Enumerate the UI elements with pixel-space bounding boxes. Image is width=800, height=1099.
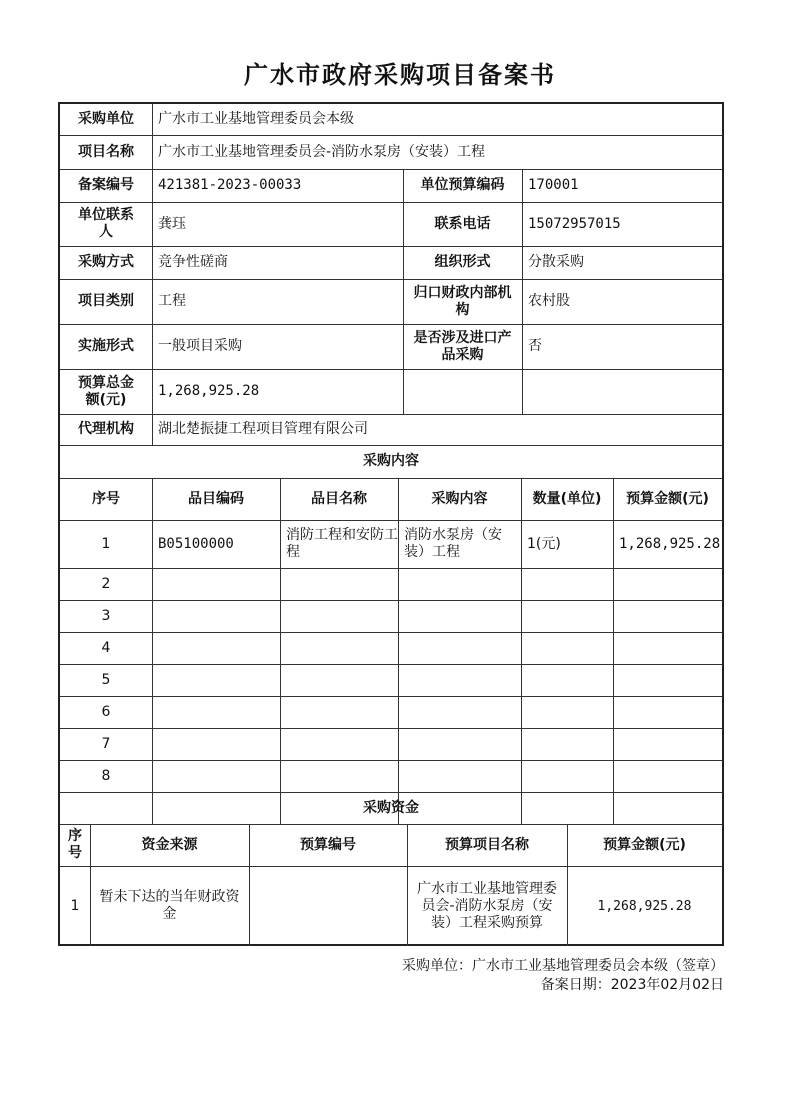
content-header-code: 品目编码: [188, 490, 244, 507]
content-row-3-seq: 3: [101, 607, 111, 624]
budget-total-label: 预算总金额(元): [78, 374, 134, 408]
content-row-1-code: B05100000: [158, 535, 234, 552]
impl-value: 一般项目采购: [158, 338, 242, 354]
content-header-budget: 预算金额(元): [626, 490, 709, 507]
impl-label: 实施形式: [78, 338, 134, 354]
content-row-1-name: 消防工程和安防工程: [286, 527, 398, 560]
finance-dept-value: 农村股: [528, 293, 570, 309]
content-header-content: 采购内容: [431, 490, 488, 507]
budget-total-value: 1,268,925.28: [158, 383, 260, 399]
project-name-value: 广水市工业基地管理委员会-消防水泵房（安装）工程: [158, 143, 486, 160]
content-row-1-budget: 1,268,925.28: [619, 535, 721, 552]
agency-value: 湖北楚振捷工程项目管理有限公司: [158, 421, 368, 437]
budget-code-value: 170001: [528, 177, 579, 193]
content-row-7-seq: 7: [101, 735, 111, 752]
funds-header-budget-amount: 预算金额(元): [603, 836, 686, 853]
contact-value: 龚珏: [158, 215, 186, 232]
agency-label: 代理机构: [78, 421, 134, 437]
footer-date-line: 备案日期：2023年02月02日: [540, 977, 724, 993]
funds-header-budget-no: 预算编号: [300, 836, 356, 853]
org-label: 组织形式: [434, 254, 491, 270]
record-no-value: 421381-2023-00033: [158, 177, 302, 193]
content-row-8-seq: 8: [101, 767, 111, 784]
content-section-title: 采购内容: [363, 453, 419, 469]
funds-row-1-budget-no: [249, 866, 407, 946]
funds-section-title: 采购资金: [363, 799, 419, 816]
category-label: 项目类别: [78, 293, 134, 309]
org-value: 分散采购: [528, 254, 584, 270]
purchaser-value: 广水市工业基地管理委员会本级: [158, 111, 354, 127]
record-no-label: 备案编号: [78, 177, 134, 193]
finance-dept-label: 归口财政内部机构: [413, 284, 512, 318]
content-header-name: 品目名称: [311, 490, 367, 507]
category-value: 工程: [158, 293, 186, 309]
project-name-label: 项目名称: [78, 143, 134, 160]
import-label: 是否涉及进口产品采购: [413, 329, 512, 363]
footer-unit-line: 采购单位：广水市工业基地管理委员会本级（签章）: [402, 958, 724, 974]
content-row-4-seq: 4: [101, 639, 111, 656]
funds-header-source: 资金来源: [141, 836, 198, 853]
content-row-1-qty: 1(元): [527, 535, 561, 552]
phone-value: 15072957015: [528, 215, 621, 232]
content-row-1-seq: 1: [101, 535, 111, 552]
purchaser-label: 采购单位: [78, 111, 134, 127]
content-header-qty: 数量(单位): [532, 490, 602, 507]
funds-row-1-budget-item: 广水市工业基地管理委员会-消防水泵房（安装）工程采购预算: [417, 880, 557, 931]
content-header-seq: 序号: [92, 490, 120, 507]
budget-code-label: 单位预算编码: [420, 177, 505, 193]
contact-label: 单位联系人: [78, 207, 134, 240]
content-row-2-seq: 2: [101, 575, 111, 592]
method-label: 采购方式: [78, 254, 134, 270]
content-row-5-seq: 5: [101, 671, 111, 688]
funds-header-budget-item: 预算项目名称: [445, 836, 529, 853]
funds-header-seq: 序号: [68, 828, 82, 861]
content-row-6-seq: 6: [101, 703, 111, 720]
page-title: 广水市政府采购项目备案书: [244, 61, 556, 89]
content-row-1-content: 消防水泵房（安装）工程: [404, 527, 502, 560]
funds-row-1-seq: 1: [70, 897, 80, 914]
method-value: 竞争性磋商: [158, 254, 228, 270]
phone-label: 联系电话: [434, 215, 491, 232]
funds-row-1-budget-amount: 1,268,925.28: [597, 898, 692, 914]
filing-form: [58, 102, 724, 946]
funds-row-1-source: 暂未下达的当年财政资金: [99, 889, 240, 922]
import-value: 否: [528, 338, 542, 354]
